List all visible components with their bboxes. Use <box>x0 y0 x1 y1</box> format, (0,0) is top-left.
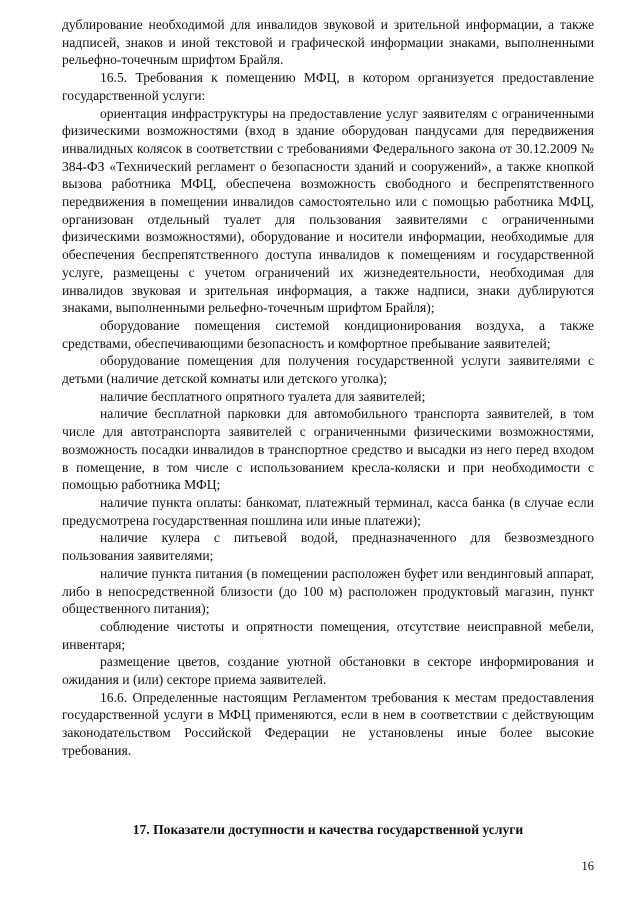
paragraph-payment-point: наличие пункта оплаты: банкомат, платежный терминал, касса банка (в случае если предусмотрена государственная пошлина или иные платежи); <box>62 494 594 528</box>
paragraph-parking: наличие бесплатной парковки для автомобильного транспорта заявителей, в том числе для автотранспорта заявителей с ограниченными физическими возможностями, возможность посадки инвалидов в транспортное средство и высадки из него перед входом в помещение, в том числе с использованием кресла-коляски и при необходимости с помощью работника МФЦ; <box>62 406 594 493</box>
paragraph-air-conditioning: оборудование помещения системой кондиционирования воздуха, а также средствами, обеспечивающими безопасность и комфортное пребывание заявителей; <box>62 317 594 351</box>
body-text <box>62 16 594 760</box>
paragraph-16-6: 16.6. Определенные настоящим Регламентом требования к местам предоставления государственной услуги в МФЦ применяются, если в нем в соответствии с действующим законодательством Российской Федерации не установлены иные более высокие требования. <box>62 689 594 758</box>
paragraph-water-cooler: наличие кулера с питьевой водой, предназначенного для безвозмездного пользования заявителями; <box>62 530 594 564</box>
paragraph-infrastructure: ориентация инфраструктуры на предоставление услуг заявителям с ограниченными физическими возможностями (вход в здание оборудован пандусами для передвижения инвалидных колясок в соответствии с требованиями Федерального закона от 30.12.2009 № 384-ФЗ «Технический регламент о безопасности зданий и сооружений», а также кнопкой вызова работника МФЦ, обеспечена возможность свободного и беспрепятственного передвижения в помещении инвалидов самостоятельно или с помощью работника МФЦ, организован отдельный туалет для пользования заявителями с ограниченными физическими возможностями), оборудование и носители информации, необходимые для обеспечения беспрепятственного доступа инвалидов к помещениям и государственной услуге, размещены с учетом ограничений их жизнедеятельности, необходимая для инвалидов звуковая и зрительная информация, а также надписи, знаки дублируются знаками, выполненными рельефно-точечным шрифтом Брайля); <box>62 105 594 316</box>
paragraph-16-5-heading: 16.5. Требования к помещению МФЦ, в котором организуется предоставление государственной услуги: <box>62 70 594 103</box>
paragraph-flowers: размещение цветов, создание уютной обстановки в секторе информирования и ожидания и (или) секторе приема заявителей. <box>62 654 594 688</box>
paragraph-children-room: оборудование помещения для получения государственной услуги заявителями с детьми (наличие детской комнаты или детского уголка); <box>62 353 594 387</box>
page-number: 16 <box>581 859 594 873</box>
paragraph-toilet: наличие бесплатного опрятного туалета для заявителей; <box>100 388 426 404</box>
paragraph-continuation: дублирование необходимой для инвалидов звуковой и зрительной информации, а также надписей, знаков и иной текстовой и графической информации знаками, выполненными рельефно-точечным шрифтом Брайля. <box>62 17 594 68</box>
section-heading: 17. Показатели доступности и качества государственной услуги <box>132 822 524 837</box>
paragraph-food-point: наличие пункта питания (в помещении расположен буфет или вендинговый аппарат, либо в непосредственной близости (до 100 м) расположен продуктовый магазин, пункт общественного питания); <box>62 565 594 617</box>
paragraph-cleanliness: соблюдение чистоты и опрятности помещения, отсутствие неисправной мебели, инвентаря; <box>62 618 594 652</box>
